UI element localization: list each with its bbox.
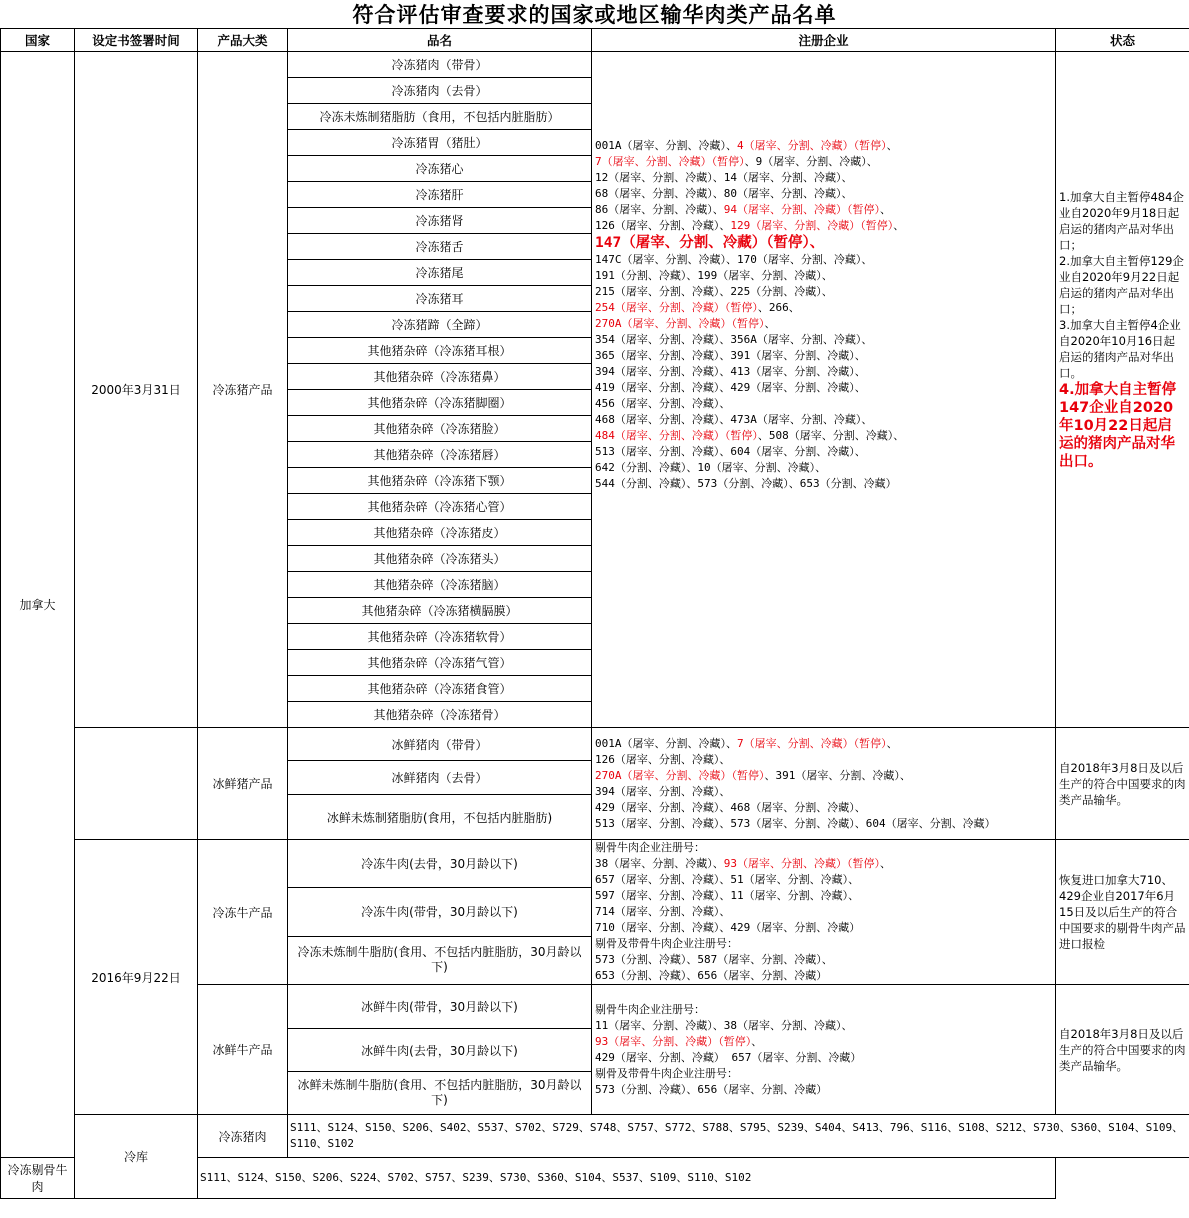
header-product-name: 品名 — [288, 29, 592, 52]
reg-line: 12（屠宰、分割、冷藏）、14（屠宰、分割、冷藏）、 — [595, 170, 853, 184]
product-name-cell: 其他猪杂碎（冷冻猪鼻） — [288, 364, 592, 390]
reg-line: 68（屠宰、分割、冷藏）、80（屠宰、分割、冷藏）、 — [595, 186, 853, 200]
product-name-cell: 其他猪杂碎（冷冻猪皮） — [288, 520, 592, 546]
product-name-cell: 冷冻猪尾 — [288, 260, 592, 286]
product-name-cell: 冰鲜猪肉（去骨） — [288, 761, 592, 795]
reg-line: 394（屠宰、分割、冷藏）、413（屠宰、分割、冷藏）、 — [595, 364, 866, 378]
product-name-cell: 其他猪杂碎（冷冻猪头） — [288, 546, 592, 572]
table-row — [1, 840, 1189, 888]
product-name-cell: 其他猪杂碎（冷冻猪脚圈） — [288, 390, 592, 416]
product-name-cell: 其他猪杂碎（冷冻猪软骨） — [288, 624, 592, 650]
reg-line: 147C（屠宰、分割、冷藏）、170（屠宰、分割、冷藏）、 — [595, 252, 873, 266]
cold-storage-list: S111、S124、S150、S206、S224、S702、S757、S239、S730、S360、S104、S537、S109、S110、S102 — [198, 1158, 1056, 1199]
reg-line: 、 — [880, 202, 891, 216]
reg-line: 38（屠宰、分割、冷藏）、 — [595, 857, 724, 870]
reg-line: 653（分割、冷藏）、656（屠宰、分割、冷藏） — [595, 969, 828, 982]
product-name-cell: 冷冻猪肾 — [288, 208, 592, 234]
reg-line: 、508（屠宰、分割、冷藏）、 — [757, 428, 905, 442]
header-row — [1, 29, 1189, 52]
reg-line: 429（屠宰、分割、冷藏）、468（屠宰、分割、冷藏）、 — [595, 800, 866, 814]
reg-line: 126（屠宰、分割、冷藏）、 — [595, 752, 731, 766]
product-name-cell: 冰鲜未炼制牛脂肪(食用、不包括内脏脂肪，30月龄以下) — [288, 1072, 592, 1115]
reg-line: 419（屠宰、分割、冷藏）、429（屠宰、分割、冷藏）、 — [595, 380, 866, 394]
header-country: 国家 — [1, 29, 75, 52]
reg-line: 394（屠宰、分割、冷藏）、 — [595, 784, 731, 798]
status-cell — [1056, 52, 1189, 728]
reg-line: 剔骨及带骨牛肉企业注册号： — [595, 937, 738, 950]
status-cell: 恢复进口加拿大710、429企业自2017年6月15日及以后生产的符合中国要求的剔骨牛肉产品进口报检 — [1056, 840, 1189, 985]
status-note: 1.加拿大自主暂停484企业自2020年9月18日起启运的猪肉产品对华出口； — [1059, 189, 1184, 252]
status-note: 2.加拿大自主暂停129企业自2020年9月22日起启运的猪肉产品对华出口； — [1059, 253, 1184, 316]
reg-line: 714（屠宰、分割、冷藏）、 — [595, 905, 731, 918]
cold-storage-product: 冷冻猪肉 — [198, 1115, 288, 1158]
reg-line: 429（屠宰、分割、冷藏） 657（屠宰、分割、冷藏） — [595, 1050, 862, 1064]
reg-line: 、 — [886, 138, 898, 152]
product-name-cell: 其他猪杂碎（冷冻猪骨） — [288, 702, 592, 728]
reg-line: 215（屠宰、分割、冷藏）、225（分割、冷藏）、 — [595, 284, 833, 298]
product-name-cell: 冰鲜未炼制猪脂肪(食用，不包括内脏脂肪) — [288, 795, 592, 840]
suspended-reg-highlight: 147（屠宰、分割、冷藏）（暂停）、 — [595, 234, 825, 251]
reg-line: 573（分割、冷藏）、587（屠宰、分割、冷藏）、 — [595, 953, 833, 966]
product-name-cell: 冰鲜牛肉(带骨，30月龄以下) — [288, 985, 592, 1029]
signing-date-cell: 2016年9月22日 — [75, 840, 198, 1115]
reg-line: 剔骨牛肉企业注册号： — [595, 1002, 705, 1016]
reg-line: 513（屠宰、分割、冷藏）、604（屠宰、分割、冷藏）、 — [595, 444, 866, 458]
registered-enterprises-cell — [592, 728, 1056, 840]
header-category: 产品大类 — [198, 29, 288, 52]
reg-line: 001A（屠宰、分割、冷藏）、 — [595, 736, 737, 750]
reg-line: 597（屠宰、分割、冷藏）、11（屠宰、分割、冷藏）、 — [595, 889, 860, 902]
reg-line: 544（分割、冷藏）、573（分割、冷藏）、653（分割、冷藏） — [595, 476, 897, 490]
product-name-cell: 其他猪杂碎（冷冻猪食管） — [288, 676, 592, 702]
suspended-reg: 93（屠宰、分割、冷藏）（暂停） — [723, 857, 880, 870]
suspended-reg: 7（屠宰、分割、冷藏）（暂停） — [595, 154, 745, 168]
reg-line: 、 — [751, 1034, 763, 1048]
product-name-cell: 冷冻猪耳 — [288, 286, 592, 312]
reg-line: 657（屠宰、分割、冷藏）、51（屠宰、分割、冷藏）、 — [595, 873, 860, 886]
cold-storage-label: 冷库 — [75, 1115, 198, 1199]
reg-line: 354（屠宰、分割、冷藏）、356A（屠宰、分割、冷藏）、 — [595, 332, 873, 346]
product-name-cell: 冷冻猪心 — [288, 156, 592, 182]
table-row — [1, 1115, 1189, 1158]
registered-enterprises-cell — [592, 840, 1056, 985]
status-note-highlight: 4.加拿大自主暂停147企业自2020年10月22日起启运的猪肉产品对华出口。 — [1059, 381, 1177, 470]
status-cell: 自2018年3月8日及以后生产的符合中国要求的肉类产品输华。 — [1056, 728, 1189, 840]
registered-enterprises-cell — [592, 52, 1056, 728]
product-name-cell: 冷冻猪蹄（全蹄） — [288, 312, 592, 338]
reg-line: 642（分割、冷藏）、10（屠宰、分割、冷藏）、 — [595, 460, 827, 474]
suspended-reg: 4（屠宰、分割、冷藏）（暂停） — [737, 138, 887, 152]
product-name-cell: 其他猪杂碎（冷冻猪心管） — [288, 494, 592, 520]
registered-enterprises-cell — [592, 985, 1056, 1115]
suspended-reg: 129（屠宰、分割、冷藏）（暂停） — [730, 218, 894, 232]
product-name-cell: 冷冻猪肉（带骨） — [288, 52, 592, 78]
meat-products-table — [0, 28, 1189, 1199]
reg-line: 468（屠宰、分割、冷藏）、473A（屠宰、分割、冷藏）、 — [595, 412, 873, 426]
category-cell: 冰鲜牛产品 — [198, 985, 288, 1115]
status-cell: 自2018年3月8日及以后生产的符合中国要求的肉类产品输华。 — [1056, 985, 1189, 1115]
reg-line: 、 — [893, 218, 905, 232]
signing-date-cell: 2000年3月31日 — [75, 52, 198, 728]
product-name-cell: 其他猪杂碎（冷冻猪唇） — [288, 442, 592, 468]
status-note: 3.加拿大自主暂停4企业自2020年10月16日起启运的猪肉产品对华出口。 — [1059, 317, 1181, 380]
suspended-reg: 484（屠宰、分割、冷藏）（暂停） — [595, 428, 758, 442]
product-name-cell: 其他猪杂碎（冷冻猪气管） — [288, 650, 592, 676]
product-name-cell: 冷冻猪肉（去骨） — [288, 78, 592, 104]
reg-line: 710（屠宰、分割、冷藏）、429（屠宰、分割、冷藏） — [595, 921, 861, 934]
header-registered-enterprises: 注册企业 — [592, 29, 1056, 52]
reg-line: 513（屠宰、分割、冷藏）、573（屠宰、分割、冷藏）、604（屠宰、分割、冷藏） — [595, 816, 996, 830]
reg-line: 001A（屠宰、分割、冷藏）、 — [595, 138, 737, 152]
header-signing-date: 设定书签署时间 — [75, 29, 198, 52]
cold-storage-product: 冷冻剔骨牛肉 — [1, 1158, 75, 1199]
reg-line: 剔骨及带骨牛肉企业注册号： — [595, 1066, 738, 1080]
reg-line: 、266、 — [757, 300, 800, 314]
reg-line: 、 — [764, 316, 776, 330]
category-cell: 冰鲜猪产品 — [198, 728, 288, 840]
reg-line: 573（分割、冷藏）、656（屠宰、分割、冷藏） — [595, 1082, 828, 1096]
product-name-cell: 冷冻猪胃（猪肚） — [288, 130, 592, 156]
reg-line: 、9（屠宰、分割、冷藏）、 — [744, 154, 878, 168]
product-name-cell: 冷冻牛肉(带骨，30月龄以下) — [288, 888, 592, 936]
product-name-cell: 冷冻未炼制牛脂肪(食用、不包括内脏脂肪，30月龄以下) — [288, 936, 592, 984]
reg-line: 、 — [880, 857, 891, 870]
product-name-cell: 冰鲜猪肉（带骨） — [288, 728, 592, 761]
reg-line: 191（分割、冷藏）、199（屠宰、分割、冷藏）、 — [595, 268, 833, 282]
product-name-cell: 冷冻猪舌 — [288, 234, 592, 260]
suspended-reg: 254（屠宰、分割、冷藏）（暂停） — [595, 300, 758, 314]
product-name-cell: 冷冻未炼制猪脂肪（食用，不包括内脏脂肪） — [288, 104, 592, 130]
product-name-cell: 其他猪杂碎（冷冻猪脑） — [288, 572, 592, 598]
signing-date-cell-empty — [75, 728, 198, 840]
reg-line: 365（屠宰、分割、冷藏）、391（屠宰、分割、冷藏）、 — [595, 348, 866, 362]
suspended-reg: 270A（屠宰、分割、冷藏）（暂停） — [595, 768, 765, 782]
reg-line: 、391（屠宰、分割、冷藏）、 — [764, 768, 911, 782]
reg-line: 、 — [886, 736, 898, 750]
category-cell: 冷冻牛产品 — [198, 840, 288, 985]
table-row — [1, 52, 1189, 78]
product-name-cell: 其他猪杂碎（冷冻猪脸） — [288, 416, 592, 442]
reg-line: 剔骨牛肉企业注册号： — [595, 841, 705, 854]
product-name-cell: 冷冻牛肉(去骨，30月龄以下) — [288, 840, 592, 888]
suspended-reg: 270A（屠宰、分割、冷藏）（暂停） — [595, 316, 765, 330]
product-name-cell: 冷冻猪肝 — [288, 182, 592, 208]
reg-line: 86（屠宰、分割、冷藏）、 — [595, 202, 724, 216]
reg-line: 11（屠宰、分割、冷藏）、38（屠宰、分割、冷藏）、 — [595, 1018, 853, 1032]
suspended-reg: 7（屠宰、分割、冷藏）（暂停） — [737, 736, 887, 750]
product-name-cell: 其他猪杂碎（冷冻猪耳根） — [288, 338, 592, 364]
category-cell: 冷冻猪产品 — [198, 52, 288, 728]
page-title: 符合评估审查要求的国家或地区输华肉类产品名单 — [352, 3, 837, 27]
suspended-reg: 94（屠宰、分割、冷藏）（暂停） — [723, 202, 880, 216]
country-cell: 加拿大 — [1, 52, 75, 1158]
table-row — [1, 728, 1189, 761]
reg-line: 126（屠宰、分割、冷藏）、 — [595, 218, 731, 232]
product-name-cell: 其他猪杂碎（冷冻猪横膈膜） — [288, 598, 592, 624]
cold-storage-list: S111、S124、S150、S206、S402、S537、S702、S729、S748、S757、S772、S788、S795、S239、S404、S413、796、S116、S108、S212、S730、S360、S104、S109、S110、S102 — [288, 1115, 1189, 1158]
suspended-reg: 93（屠宰、分割、冷藏）（暂停） — [595, 1034, 752, 1048]
header-status: 状态 — [1056, 29, 1189, 52]
reg-line: 456（屠宰、分割、冷藏）、 — [595, 396, 731, 410]
product-name-cell: 冰鲜牛肉(去骨，30月龄以下) — [288, 1029, 592, 1072]
product-name-cell: 其他猪杂碎（冷冻猪下颚） — [288, 468, 592, 494]
